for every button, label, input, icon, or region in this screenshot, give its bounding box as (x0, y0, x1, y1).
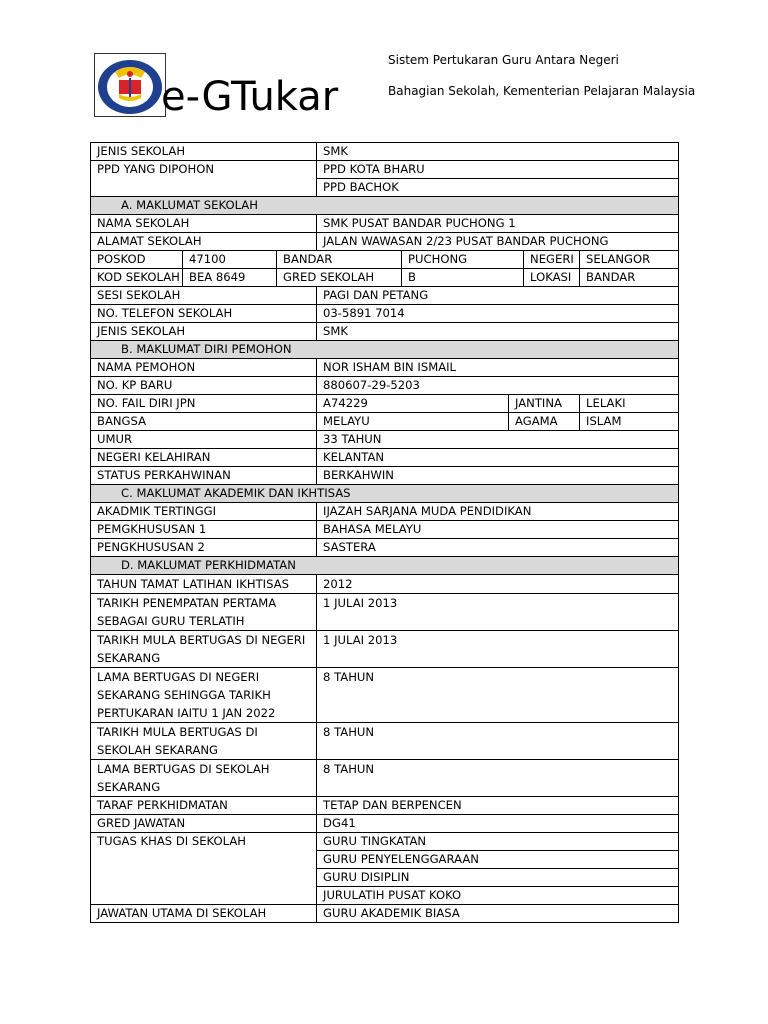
field-label: STATUS PERKAHWINAN (91, 467, 317, 485)
table-row (91, 594, 679, 631)
field-label: AGAMA (509, 413, 580, 431)
field-value: JALAN WAWASAN 2/23 PUSAT BANDAR PUCHONG (317, 233, 679, 251)
table-row (91, 723, 679, 760)
field-label: SESI SEKOLAH (91, 287, 317, 305)
section-header-a (91, 197, 679, 215)
field-label: NEGERI (524, 251, 580, 269)
crest-icon (95, 54, 165, 116)
field-value: BEA 8649 (183, 269, 277, 287)
field-value: GURU DISIPLIN (317, 869, 679, 887)
field-value: 1 JULAI 2013 (317, 631, 679, 668)
field-label: NEGERI KELAHIRAN (91, 449, 317, 467)
section-header-d (91, 557, 679, 575)
field-label: TUGAS KHAS DI SEKOLAH (91, 833, 317, 905)
field-value: BERKAHWIN (317, 467, 679, 485)
section-title: D. MAKLUMAT PERKHIDMATAN (91, 557, 679, 575)
system-title: Sistem Pertukaran Guru Antara Negeri (388, 53, 619, 67)
field-value: GURU TINGKATAN (317, 833, 679, 851)
table-row (91, 467, 679, 485)
field-value: 03-5891 7014 (317, 305, 679, 323)
department-title: Bahagian Sekolah, Kementerian Pelajaran Malaysia (388, 84, 696, 98)
field-label: NO. TELEFON SEKOLAH (91, 305, 317, 323)
table-row (91, 395, 679, 413)
table-row (91, 431, 679, 449)
field-label: GRED SEKOLAH (277, 269, 402, 287)
field-value: 33 TAHUN (317, 431, 679, 449)
field-value: PUCHONG (402, 251, 524, 269)
field-label: TARIKH MULA BERTUGAS DI NEGERI SEKARANG (91, 631, 317, 668)
field-value: B (402, 269, 524, 287)
field-label: PPD YANG DIPOHON (91, 161, 317, 197)
section-title: A. MAKLUMAT SEKOLAH (91, 197, 679, 215)
field-label: LAMA BERTUGAS DI NEGERI SEKARANG SEHINGGA TARIKH PERTUKARAN IAITU 1 JAN 2022 (91, 668, 317, 723)
section-title: B. MAKLUMAT DIRI PEMOHON (91, 341, 679, 359)
field-value: BANDAR (580, 269, 679, 287)
table-row (91, 668, 679, 723)
field-label: POSKOD (91, 251, 183, 269)
field-value: MELAYU (317, 413, 509, 431)
field-value: PPD KOTA BHARU (317, 161, 679, 179)
table-row (91, 575, 679, 594)
field-label: JENIS SEKOLAH (91, 143, 317, 161)
field-value: 8 TAHUN (317, 723, 679, 760)
field-value: PPD BACHOK (317, 179, 679, 197)
field-label: GRED JAWATAN (91, 815, 317, 833)
application-form-table (90, 142, 679, 923)
field-value: SELANGOR (580, 251, 679, 269)
table-row (91, 631, 679, 668)
field-value: JURULATIH PUSAT KOKO (317, 887, 679, 905)
field-value: GURU AKADEMIK BIASA (317, 905, 679, 923)
field-label: PENGKHUSUSAN 2 (91, 539, 317, 557)
table-row (91, 815, 679, 833)
table-row (91, 143, 679, 161)
field-label: TARIKH PENEMPATAN PERTAMA SEBAGAI GURU TERLATIH (91, 594, 317, 631)
table-row (91, 760, 679, 797)
field-value: TETAP DAN BERPENCEN (317, 797, 679, 815)
field-value: KELANTAN (317, 449, 679, 467)
app-brand-title: e-GTukar (161, 74, 339, 120)
field-value: 1 JULAI 2013 (317, 594, 679, 631)
field-value: SMK (317, 323, 679, 341)
field-label: LOKASI (524, 269, 580, 287)
field-value: NOR ISHAM BIN ISMAIL (317, 359, 679, 377)
field-value: IJAZAH SARJANA MUDA PENDIDIKAN (317, 503, 679, 521)
table-row (91, 503, 679, 521)
field-label: PEMGKHUSUSAN 1 (91, 521, 317, 539)
table-row (91, 521, 679, 539)
field-label: JAWATAN UTAMA DI SEKOLAH (91, 905, 317, 923)
field-value: 8 TAHUN (317, 668, 679, 723)
table-row (91, 287, 679, 305)
field-label: BANGSA (91, 413, 317, 431)
field-value: 47100 (183, 251, 277, 269)
field-value: 880607-29-5203 (317, 377, 679, 395)
field-label: NAMA SEKOLAH (91, 215, 317, 233)
field-value: GURU PENYELENGGARAAN (317, 851, 679, 869)
table-row (91, 413, 679, 431)
field-label: KOD SEKOLAH (91, 269, 183, 287)
table-row (91, 269, 679, 287)
table-row (91, 539, 679, 557)
table-row (91, 359, 679, 377)
table-row (91, 377, 679, 395)
field-value: SMK (317, 143, 679, 161)
field-label: AKADMIK TERTINGGI (91, 503, 317, 521)
ministry-logo (94, 53, 166, 117)
field-label: JANTINA (509, 395, 580, 413)
field-label: ALAMAT SEKOLAH (91, 233, 317, 251)
table-row (91, 251, 679, 269)
table-row (91, 797, 679, 815)
table-row (91, 449, 679, 467)
field-label: BANDAR (277, 251, 402, 269)
field-value: A74229 (317, 395, 509, 413)
field-value: DG41 (317, 815, 679, 833)
field-value: LELAKI (580, 395, 679, 413)
field-value: 2012 (317, 575, 679, 594)
table-row (91, 905, 679, 923)
table-row (91, 323, 679, 341)
field-label: UMUR (91, 431, 317, 449)
section-title: C. MAKLUMAT AKADEMIK DAN IKHTISAS (91, 485, 679, 503)
field-label: LAMA BERTUGAS DI SEKOLAH SEKARANG (91, 760, 317, 797)
field-value: BAHASA MELAYU (317, 521, 679, 539)
field-value: PAGI DAN PETANG (317, 287, 679, 305)
field-value: 8 TAHUN (317, 760, 679, 797)
section-header-b (91, 341, 679, 359)
table-row (91, 233, 679, 251)
field-label: NO. KP BARU (91, 377, 317, 395)
field-label: TARAF PERKHIDMATAN (91, 797, 317, 815)
section-header-c (91, 485, 679, 503)
field-label: NAMA PEMOHON (91, 359, 317, 377)
table-row (91, 305, 679, 323)
field-value: ISLAM (580, 413, 679, 431)
table-row (91, 161, 679, 179)
field-value: SMK PUSAT BANDAR PUCHONG 1 (317, 215, 679, 233)
field-label: NO. FAIL DIRI JPN (91, 395, 317, 413)
table-row (91, 833, 679, 851)
field-label: TAHUN TAMAT LATIHAN IKHTISAS (91, 575, 317, 594)
field-value: SASTERA (317, 539, 679, 557)
field-label: JENIS SEKOLAH (91, 323, 317, 341)
field-label: TARIKH MULA BERTUGAS DI SEKOLAH SEKARANG (91, 723, 317, 760)
table-row (91, 215, 679, 233)
